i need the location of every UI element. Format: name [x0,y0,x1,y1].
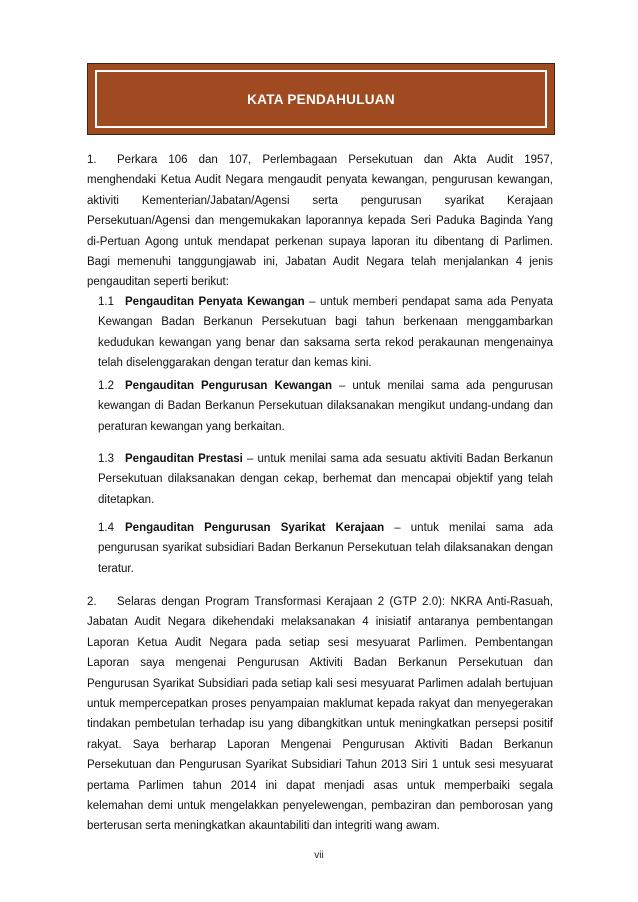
paragraph-text: Selaras dengan Program Transformasi Kerajaan 2 (GTP 2.0): NKRA Anti-Rasuah, Jabatan Audit Negara dikehendaki melaksanakan 4 inisiatif antaranya pembentangan Laporan Ketua Audit Negara pada setiap sesi mesyuarat Parlimen. Pembentangan Laporan saya mengenai Pengurusan Aktiviti Badan Berkanun Persekutuan dan Pengurusan Syarikat Subsidiari pada setiap kali sesi mesyuarat Parlimen adalah bertujuan untuk mempercepatkan proses penyampaian maklumat kepada rakyat dan menyegerakan tindakan pembetulan terhadap isu yang dibangkitkan untuk meningkatkan persepsi positif rakyat. Saya berharap Laporan Mengenai Pengurusan Aktiviti Badan Berkanun Persekutuan dan Pengurusan Syarikat Subsidiari Tahun 2013 Siri 1 untuk sesi mesyuarat pertama Parlimen tahun 2014 ini dapat menjadi asas untuk memperbaiki segala kelemahan demi untuk mengelakkan penyelewengan, pembaziran dan pemborosan yang berterusan serta meningkatkan akauntabiliti dan integriti wang awam. [87,596,553,833]
page-title: KATA PENDAHULUAN [247,91,395,107]
item-text: – untuk memberi pendapat sama ada Penyata Kewangan Badan Berkanun Persekutuan bagi tahun berkenaan menggambarkan kedudukan kewangan yang benar dan saksama serta rekod perakaunan mengenainya telah diselenggarakan dengan teratur dan kemas kini. [98,296,553,370]
paragraph-number: 1. [87,154,97,166]
paragraph-text: Perkara 106 dan 107, Perlembagaan Persekutuan dan Akta Audit 1957, menghendaki Ketua Audit Negara mengaudit penyata kewangan, pengurusan kewangan, aktiviti Kementerian/Jabatan/Agensi serta pengurusan syarikat Kerajaan Persekutuan/Agensi dan mengemukakan laporannya kepada Seri Paduka Baginda Yang di-Pertuan Agong untuk mendapat perkenan supaya laporan itu dibentang di Parlimen. Bagi memenuhi tanggungjawab ini, Jabatan Audit Negara telah menjalankan 4 jenis pengauditan seperti berikut: [87,154,553,289]
item-number: 1.4 [98,522,114,534]
item-title: Pengauditan Prestasi [125,453,243,465]
page-number: vii [314,850,324,861]
paragraph-2 [87,592,553,837]
item-text: – untuk menilai sama ada sesuatu aktiviti Badan Berkanun Persekutuan dilaksanakan dengan cekap, berhemat dan mencapai objektif yang telah ditetapkan. [98,453,553,506]
item-title: Pengauditan Pengurusan Kewangan [125,380,332,392]
item-number: 1.1 [98,296,114,308]
paragraph-number: 2. [87,596,97,608]
item-title: Pengauditan Pengurusan Syarikat Kerajaan [125,522,385,534]
title-banner [87,63,555,135]
title-banner-inner-frame [95,70,547,128]
item-number: 1.2 [98,380,114,392]
list-item-1-4 [98,518,553,579]
list-item-1-3 [98,449,553,510]
item-text: – untuk menilai sama ada pengurusan kewangan di Badan Berkanun Persekutuan dilaksanakan mengikut undang-undang dan peraturan kewangan yang berkaitan. [98,380,553,433]
list-item-1-1 [98,292,553,374]
list-item-1-2 [98,376,553,437]
paragraph-1 [87,150,553,293]
item-number: 1.3 [98,453,114,465]
item-text: – untuk menilai sama ada pengurusan syarikat subsidiari Badan Berkanun Persekutuan telah dilaksanakan dengan teratur. [98,522,553,575]
item-title: Pengauditan Penyata Kewangan [125,296,305,308]
